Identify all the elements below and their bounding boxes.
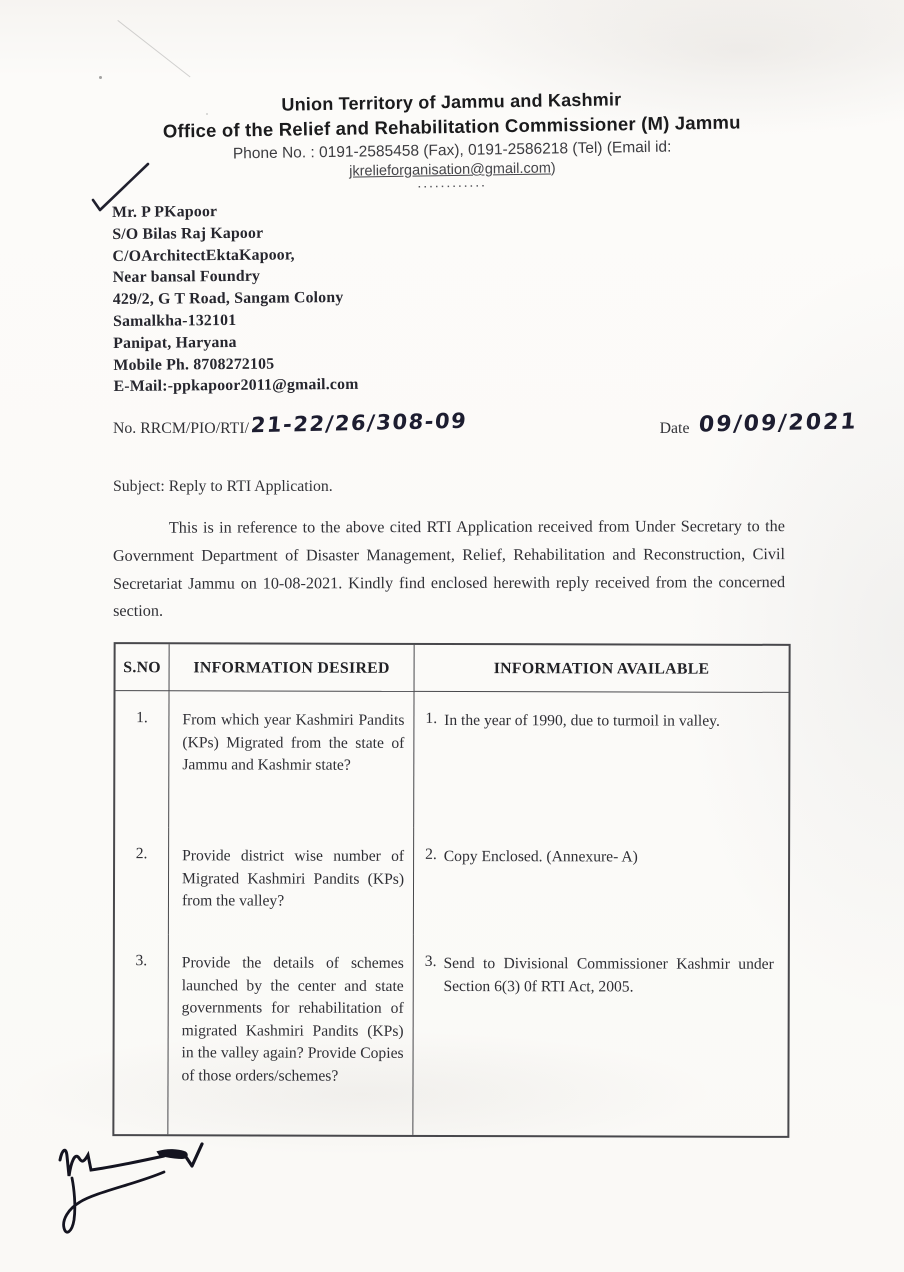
phone-line: Phone No. : 0191-2585458 (Fax), 0191-2586218 (Tel) (Email id: (232, 138, 672, 163)
divider-dots: ............ (417, 178, 488, 191)
signature-scribble (46, 1128, 246, 1248)
body-paragraph: This is in reference to the above cited RTI Application received from Under Secretary to the Government Department of Disaster Management, Relief, Rehabilitation and Reconstruction, Civil Secretariat Jammu on 10-08-2021. Kindly find enclosed herewith reply received from the concerned section. (112, 517, 786, 621)
answer-text: Copy Enclosed. (Annexure- A) (443, 847, 638, 866)
email-close-paren: ) (550, 160, 556, 177)
recipient-name: Mr. P PKapoor (112, 203, 218, 221)
recipient-mobile: Mobile Ph. 8708272105 (113, 355, 275, 374)
office-email: jkrelieforganisation@gmail.com (349, 160, 551, 180)
answer-text: Send to Divisional Commissioner Kashmir under Section 6(3) 0f RTI Act, 2005. (443, 954, 774, 995)
scan-speck (99, 76, 102, 79)
answer-number: 3. (424, 952, 437, 970)
reference-line (113, 408, 860, 439)
org-territory-title: Union Territory of Jammu and Kashmir (281, 89, 622, 115)
recipient-email: E-Mail:-ppkapoor2011@gmail.com (113, 376, 359, 396)
scan-scratch-artifact (117, 20, 190, 77)
table-row-2-sno: 2. (115, 827, 169, 934)
column-header-information-available: INFORMATION AVAILABLE (415, 645, 789, 693)
table-row-2-information-available (414, 828, 788, 936)
date-handwritten: 09/09/2021 (698, 409, 860, 438)
recipient-street: 429/2, G T Road, Sangam Colony (112, 289, 344, 309)
table-row-1-information-desired: From which year Kashmiri Pandits (KPs) Migrated from the state of Jammu and Kashmir state? (169, 691, 414, 828)
subject-line: Subject: Reply to RTI Application. (113, 478, 333, 495)
recipient-district-state: Panipat, Haryana (113, 333, 237, 352)
answer-number: 2. (425, 845, 437, 863)
recipient-care-of: C/OArchitectEktaKapoor, (112, 246, 295, 265)
recipient-landmark: Near bansal Foundry (112, 268, 261, 287)
answer-text: In the year of 1990, due to turmoil in valley. (444, 711, 720, 730)
table-row-3-information-available (413, 935, 788, 1136)
recipient-address-block (112, 200, 359, 398)
table-row-3-information-desired: Provide the details of schemes launched by the center and state governments for rehabilitation of migrated Kashmiri Pandits (KPs) in the valley again? Provide Copies of those orders/schemes? (168, 934, 414, 1135)
table-row-2-information-desired: Provide district wise number of Migrated Kashmiri Pandits (KPs) from the valley? (169, 827, 414, 935)
recipient-town-pin: Samalkha-132101 (112, 311, 237, 330)
table-row-3-sno: 3. (114, 934, 169, 1134)
column-header-information-desired: INFORMATION DESIRED (170, 644, 415, 692)
answer-number: 1. (425, 709, 438, 727)
reference-number-handwritten: 21-22/26/308-09 (249, 408, 469, 438)
table-row-1-information-available (414, 692, 788, 829)
date-label: Date (659, 420, 690, 437)
letterhead (59, 86, 844, 196)
table-row-1-sno: 1. (115, 691, 169, 827)
recipient-father: S/O Bilas Raj Kapoor (112, 224, 264, 243)
rti-information-table (112, 642, 790, 1138)
column-header-sno: S.NO (116, 644, 170, 691)
office-title: Office of the Relief and Rehabilitation Commissioner (M) Jammu (162, 111, 741, 142)
reference-number-label: No. RRCM/PIO/RTI/ (113, 420, 249, 437)
